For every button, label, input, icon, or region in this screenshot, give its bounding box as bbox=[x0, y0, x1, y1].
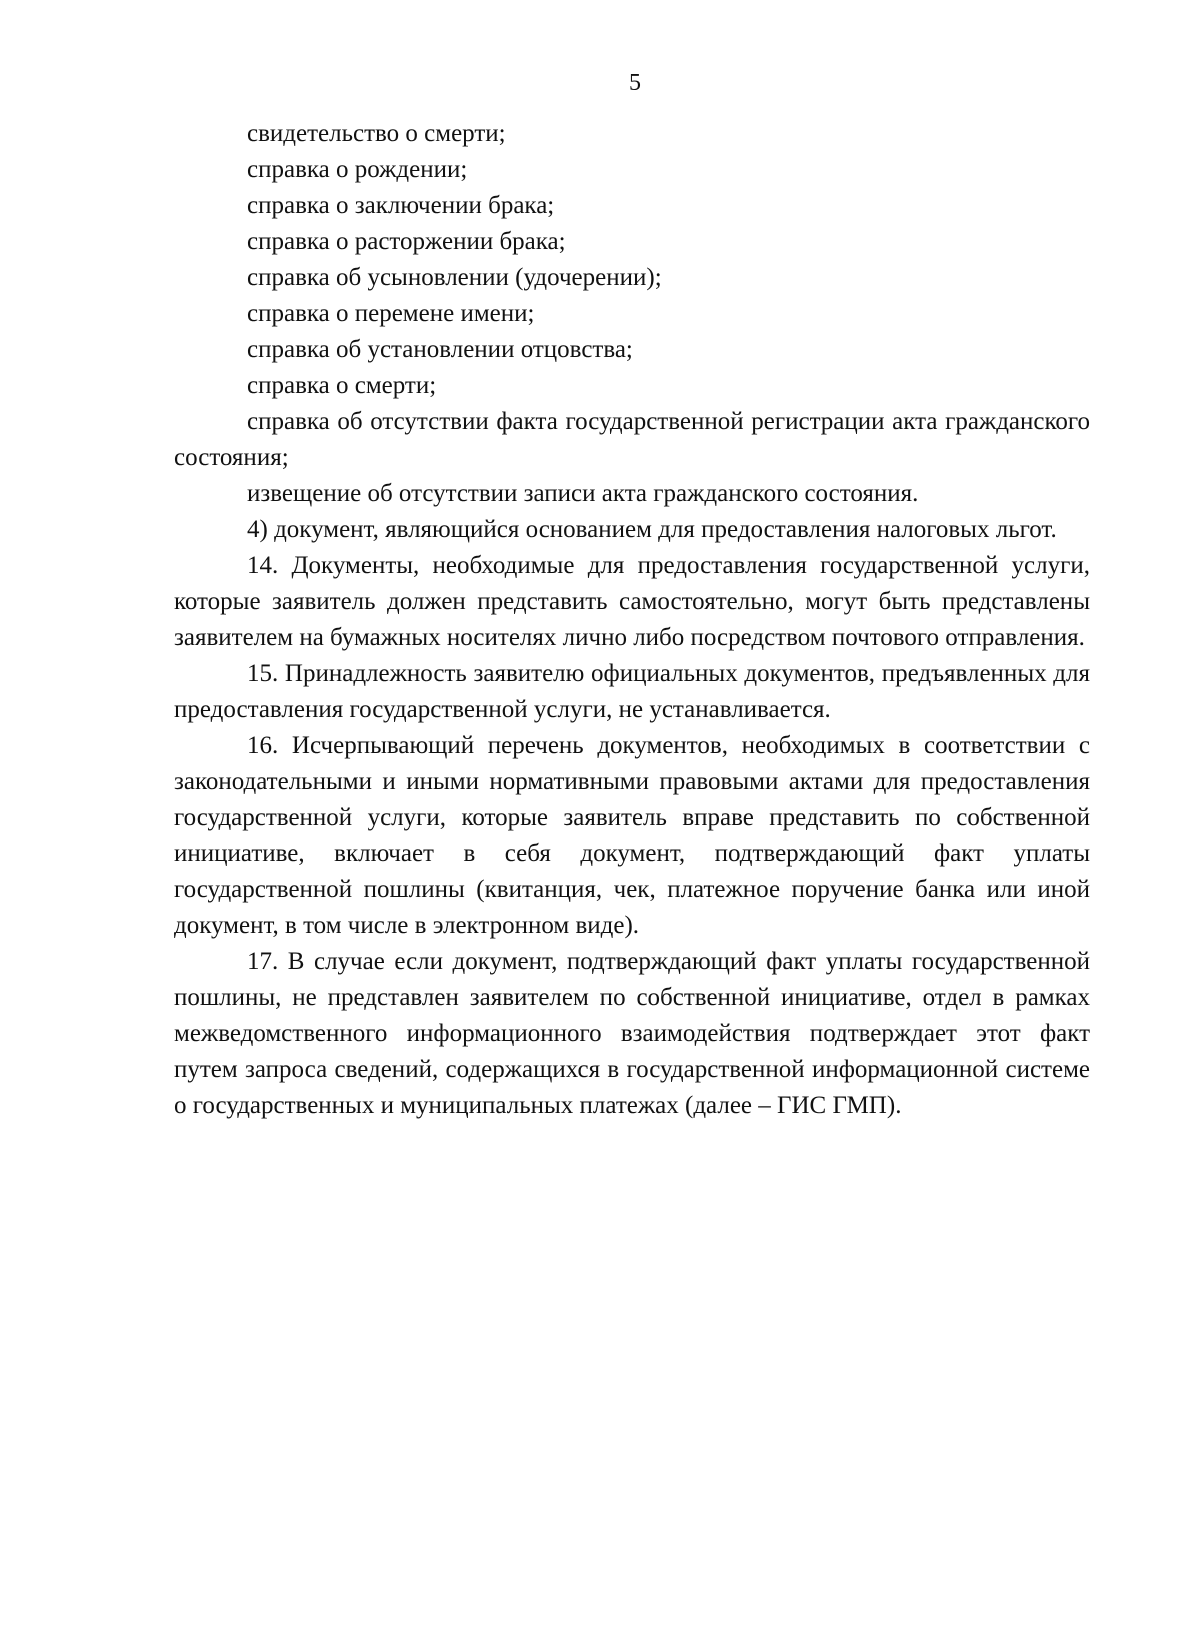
page-number: 5 bbox=[629, 70, 641, 96]
list-item: справка о смерти; bbox=[247, 372, 437, 399]
document-body bbox=[174, 116, 1090, 1124]
list-item: справка об установлении отцовства; bbox=[247, 336, 633, 363]
list-item: справка о перемене имени; bbox=[247, 300, 535, 327]
list-item: справка о рождении; bbox=[247, 156, 468, 183]
paragraph-14: 14. Документы, необходимые для предоставления государственной услуги, которые заявитель должен представить самостоятельно, могут быть представлены заявителем на бумажных носителях лично либо посредством почтового отправления. bbox=[174, 552, 1090, 651]
paragraph-absence-fact: справка об отсутствии факта государственной регистрации акта гражданского состояния; bbox=[174, 408, 1090, 471]
list-item: справка о расторжении брака; bbox=[247, 228, 566, 255]
paragraph-4: 4) документ, являющийся основанием для предоставления налоговых льгот. bbox=[247, 516, 1057, 543]
list-item: свидетельство о смерти; bbox=[247, 120, 506, 147]
paragraph-15: 15. Принадлежность заявителю официальных документов, предъявленных для предоставления государственной услуги, не устанавливается. bbox=[174, 660, 1090, 723]
list-item: справка о заключении брака; bbox=[247, 192, 555, 219]
paragraph-16: 16. Исчерпывающий перечень документов, необходимых в соответствии с законодательными и иными нормативными правовыми актами для предоставления государственной услуги, которые заявитель вправе представить по собственной инициативе, включает в себя документ, подтверждающий факт уплаты государственной пошлины (квитанция, чек, платежное поручение банка или иной документ, в том числе в электронном виде). bbox=[174, 732, 1090, 939]
list-item: справка об усыновлении (удочерении); bbox=[247, 264, 662, 291]
paragraph-17: 17. В случае если документ, подтверждающий факт уплаты государственной пошлины, не представлен заявителем по собственной инициативе, отдел в рамках межведомственного информационного взаимодействия подтверждает этот факт путем запроса сведений, содержащихся в государственной информационной системе о государственных и муниципальных платежах (далее – ГИС ГМП). bbox=[174, 948, 1090, 1119]
paragraph-notice: извещение об отсутствии записи акта гражданского состояния. bbox=[247, 480, 919, 507]
